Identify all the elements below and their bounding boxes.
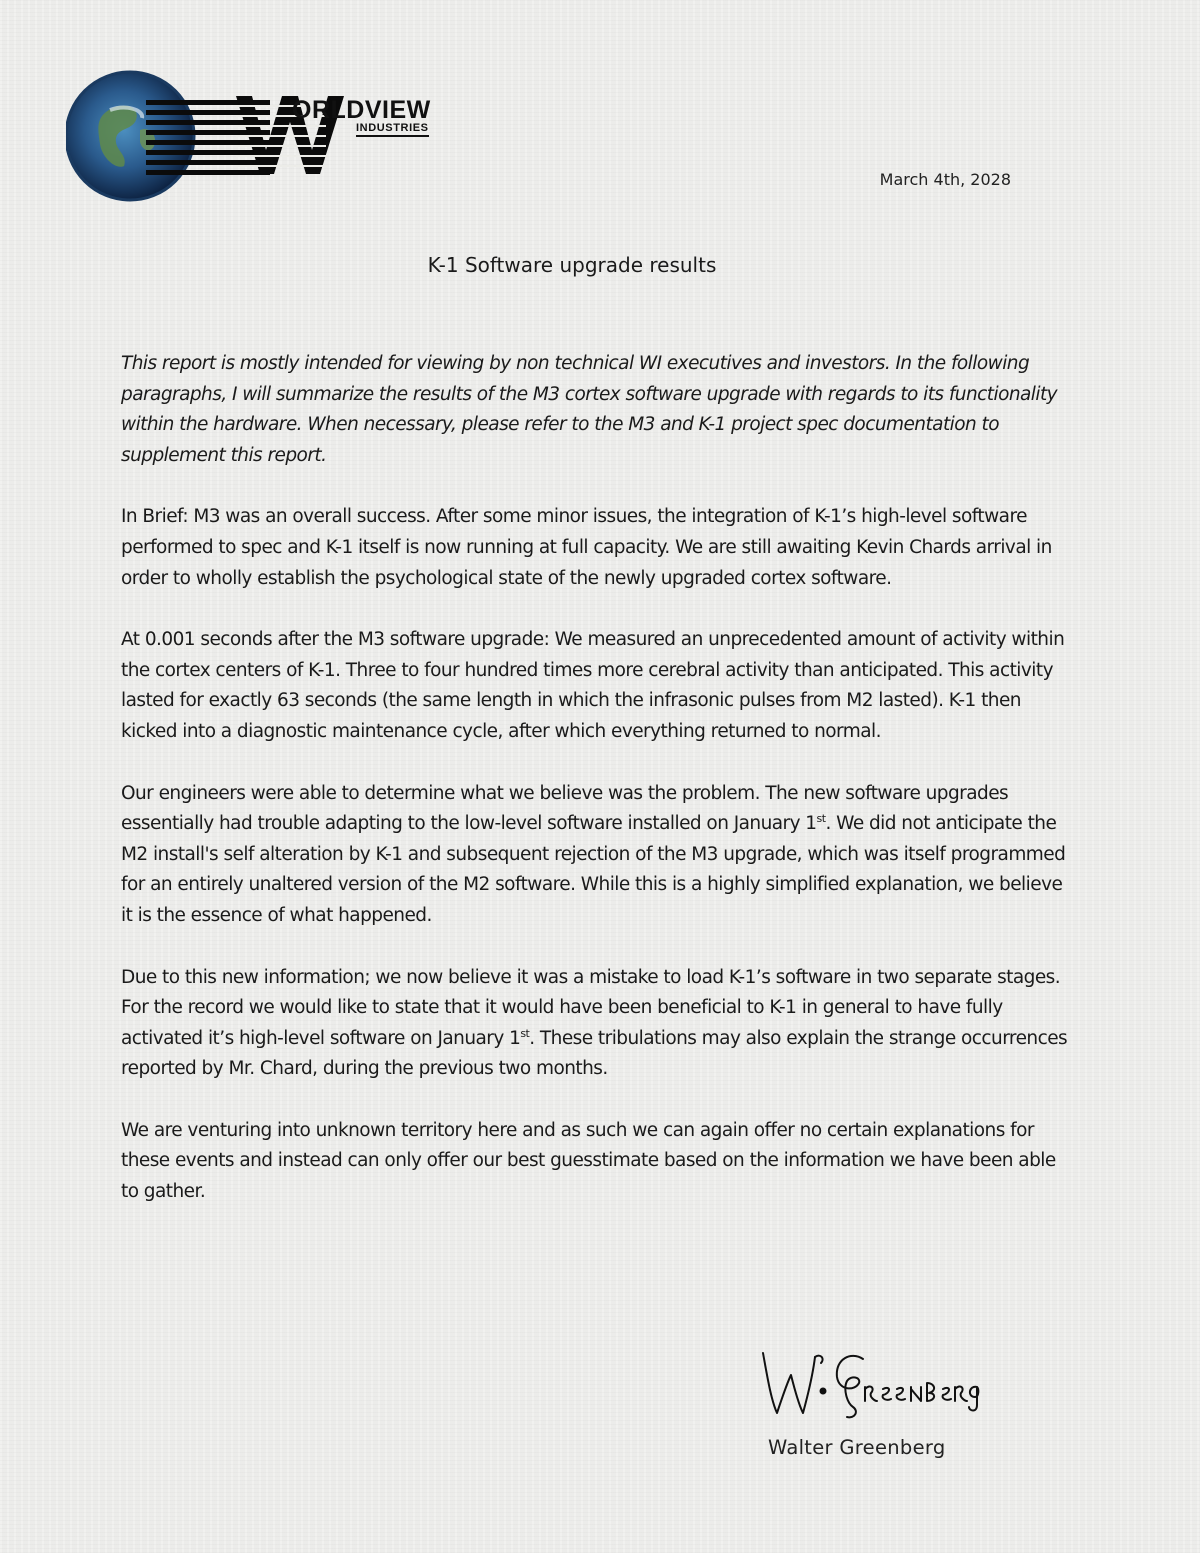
company-logo	[66, 70, 446, 205]
signature-icon	[755, 1345, 985, 1435]
brief-paragraph: In Brief: M3 was an overall success. After some minor issues, the integration of K-1’s high-level software performed to spec and K-1 itself is now running at full capacity. We are still awaiting Kevin Chards arrival in order to wholly establish the psychological state of the newly upgraded cortex software.	[121, 506, 1052, 589]
engineers-paragraph: Our engineers were able to determine what we believe was the problem. The new software upgrades essentially had trouble adapting to the low-level software installed on January 1st. We did not anticipate the M2 install's self alteration by K-1 and subsequent rejection of the M3 upgrade, which was itself programmed for an entirely unaltered version of the M2 software. While this is a highly simplified explanation, we believe it is the essence of what happened.	[121, 782, 1066, 926]
company-subtitle: INDUSTRIES	[356, 122, 429, 137]
stages-paragraph: Due to this new information; we now believe it was a mistake to load K-1’s software in two separate stages. For the record we would like to state that it would have been beneficial to K-1 in general to have fully activated it’s high-level software on January 1st. These tribulations may also explain the strange occurrences reported by Mr. Chard, during the previous two months.	[121, 966, 1068, 1080]
closing-paragraph: We are venturing into unknown territory here and as such we can again offer no certain explanations for these events and instead can only offer our best guesstimate based on the information we have been able to gather.	[121, 1119, 1056, 1203]
signer-name: Walter Greenberg	[768, 1436, 946, 1459]
globe-w-logo-icon	[66, 70, 366, 205]
activity-paragraph: At 0.001 seconds after the M3 software upgrade: We measured an unprecedented amount of activity within the cortex centers of K-1. Three to four hundred times more cerebral activity than anticipated. This activity lasted for exactly 63 seconds (the same length in which the infrasonic pulses from M2 lasted). K-1 then kicked into a diagnostic maintenance cycle, after which everything returned to normal.	[121, 629, 1065, 742]
letter-date: March 4th, 2028	[879, 170, 1011, 189]
handwritten-signature	[755, 1345, 985, 1435]
document-title: K-1 Software upgrade results	[427, 253, 717, 277]
letter-body	[121, 349, 1071, 1239]
company-name: ORLDVIEW	[292, 96, 431, 124]
intro-paragraph: This report is mostly intended for viewing by non technical WI executives and investors. In the following paragraphs, I will summarize the results of the M3 cortex software upgrade with regards to its functionality within the hardware. When necessary, please refer to the M3 and K-1 project spec documentation to supplement this report.	[121, 353, 1058, 466]
